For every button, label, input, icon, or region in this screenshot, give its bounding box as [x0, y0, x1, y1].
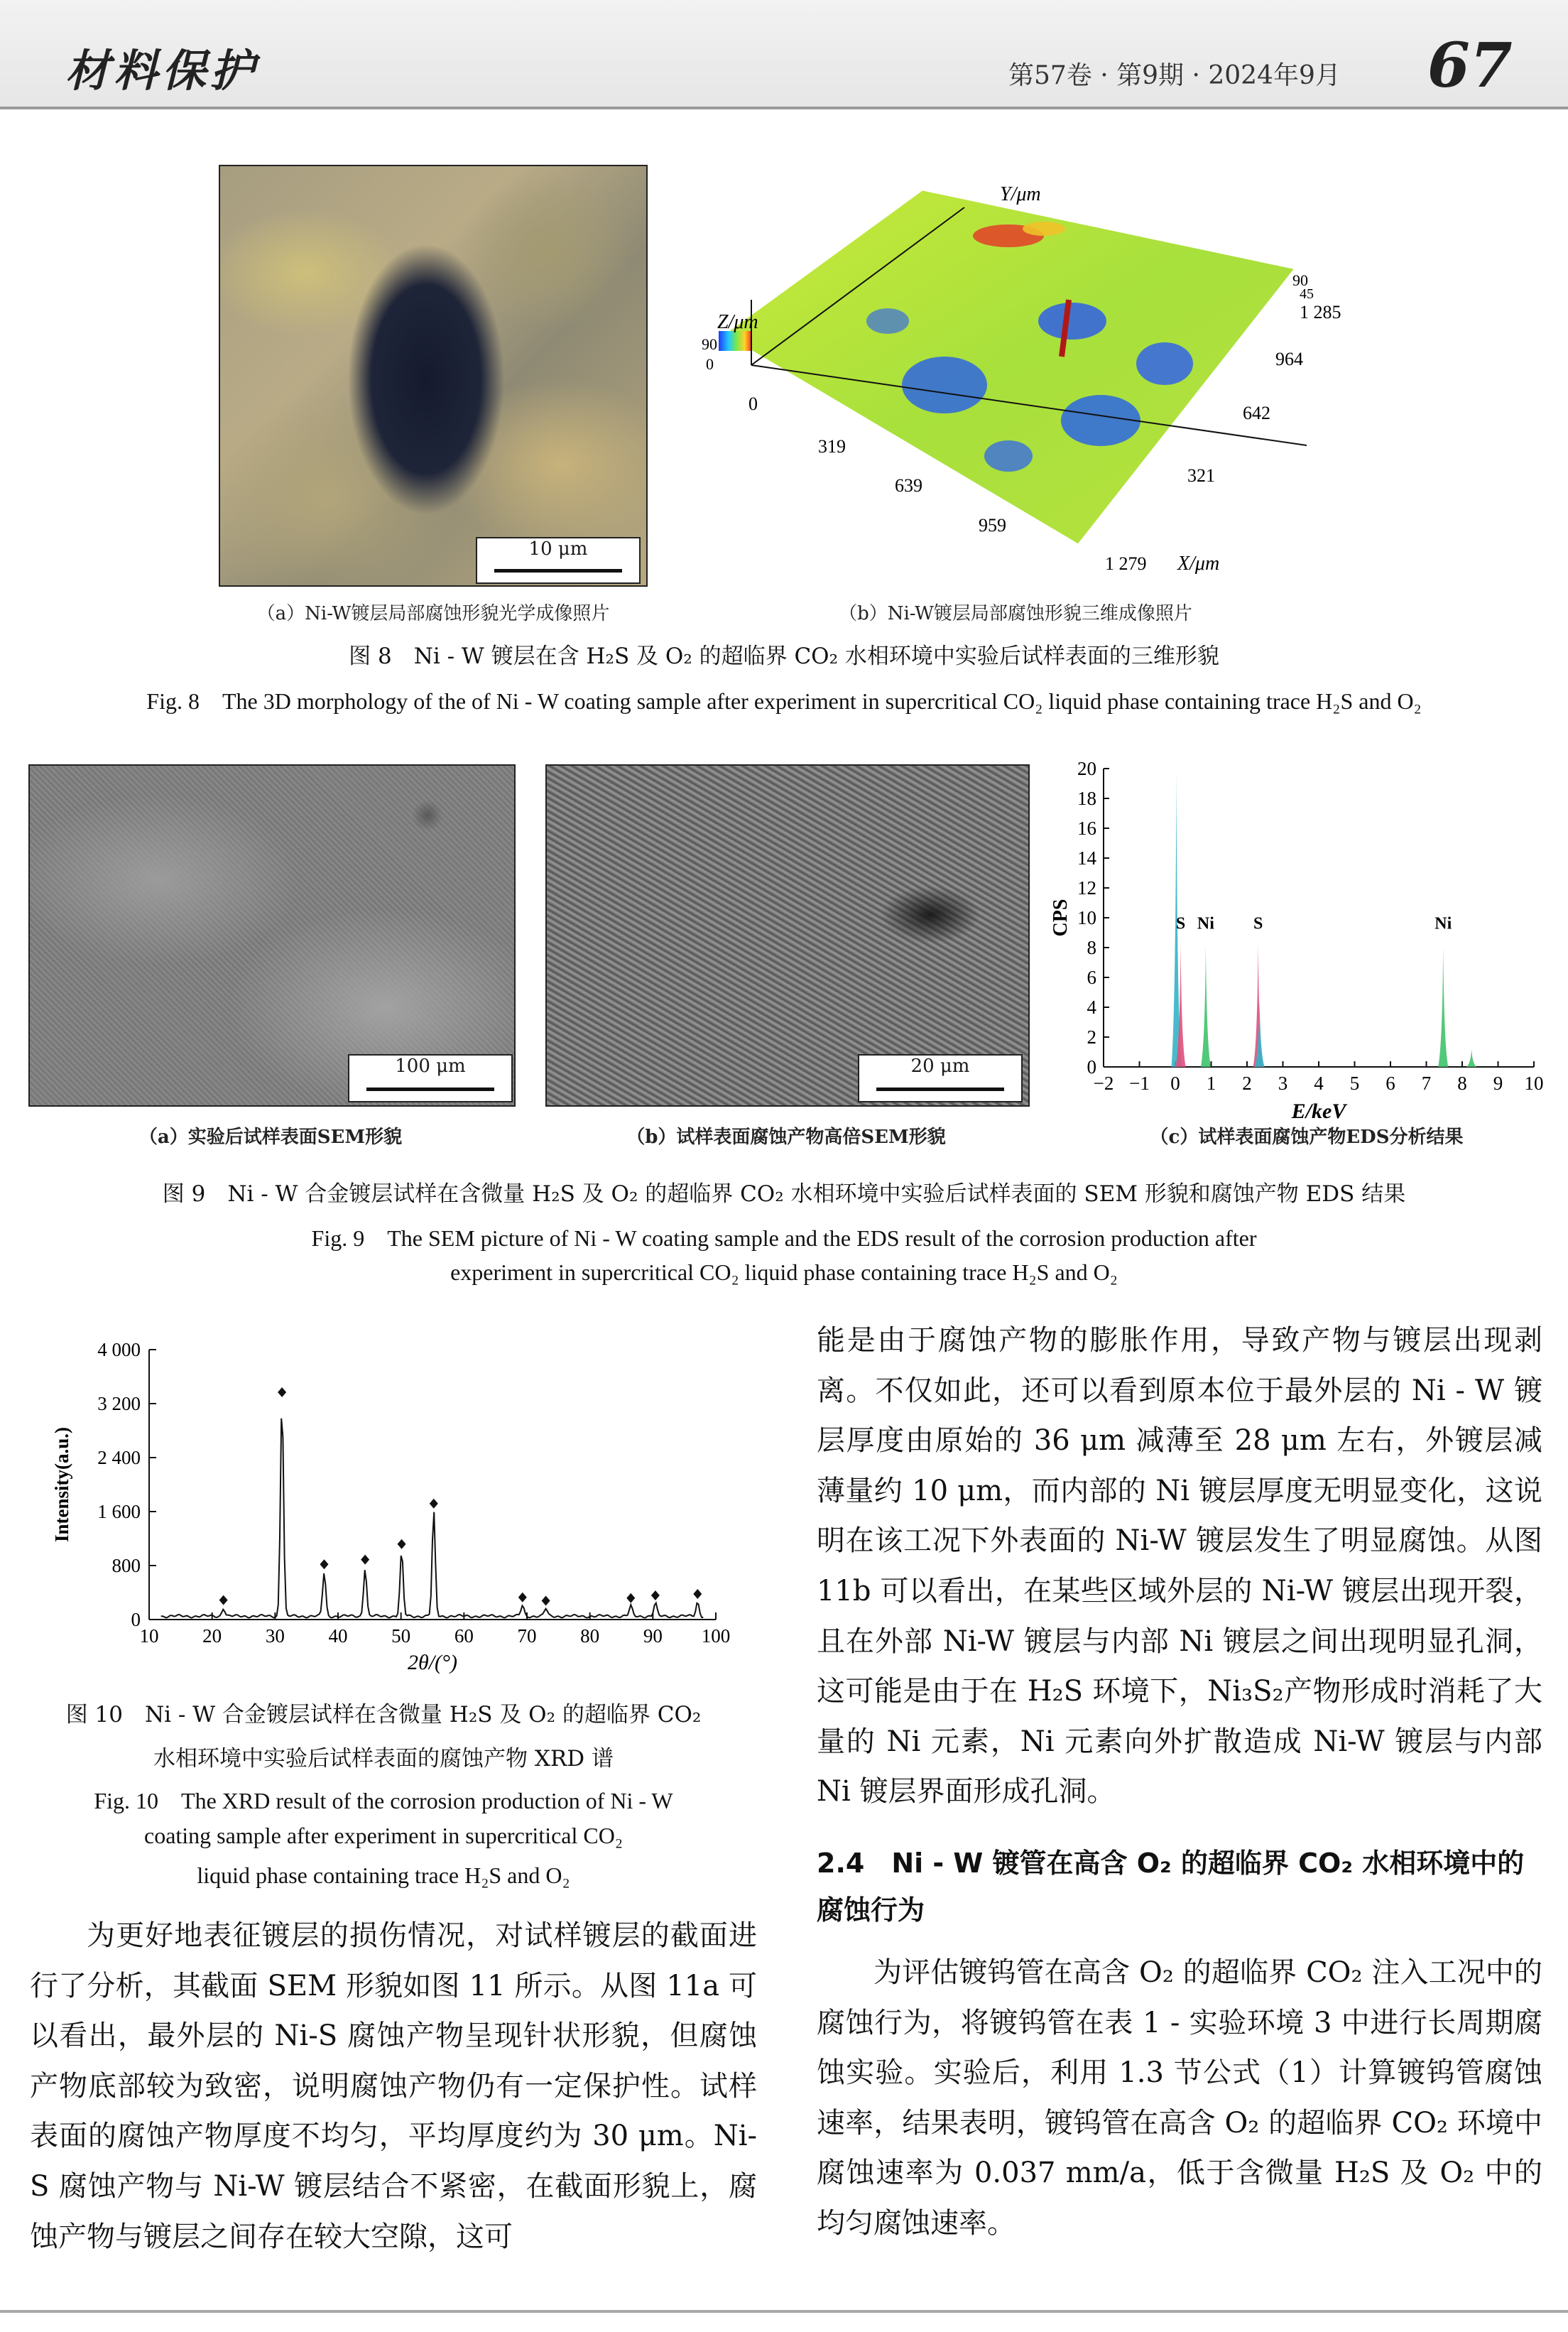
fig8b-y-tick-321: 321	[1187, 465, 1215, 486]
eds-peak	[1201, 945, 1211, 1067]
xrd-peak-marker	[361, 1555, 369, 1565]
xrd-x-tick-label: 40	[328, 1625, 348, 1647]
eds-y-tick-label: 8	[1087, 937, 1096, 958]
eds-peak-label: S	[1253, 914, 1263, 933]
fig8b-y-tick-1285: 1 285	[1300, 302, 1341, 322]
xrd-y-label: Intensity(a.u.)	[51, 1426, 72, 1543]
xrd-y-tick-label: 3 200	[97, 1393, 141, 1414]
fig8b-top-tick-45: 45	[1300, 286, 1314, 302]
fig8b-y-label: Y/μm	[1000, 183, 1041, 205]
xrd-x-tick-label: 30	[265, 1625, 285, 1647]
eds-peak-label: Ni	[1434, 914, 1452, 933]
xrd-peak-marker	[542, 1596, 550, 1606]
fig9b-subcaption: （b）试样表面腐蚀产物高倍SEM形貌	[626, 1127, 946, 1148]
fig9c-eds-chart	[1051, 753, 1548, 1137]
fig8b-colorbar	[719, 331, 751, 351]
fig8-caption-en: Fig. 8 The 3D morphology of the of Ni - W coating sample after experiment in supercritical CO₂ liquid phase containing trace H₂S and O₂	[146, 688, 1422, 714]
fig10-caption-en-3: liquid phase containing trace H₂S and O₂	[197, 1862, 570, 1888]
eds-y-tick-label: 2	[1087, 1026, 1096, 1048]
xrd-peak-marker	[430, 1499, 438, 1509]
xrd-peak-marker	[626, 1593, 635, 1603]
left-paragraph: 为更好地表征镀层的损伤情况，对试样镀层的截面进行了分析，其截面 SEM 形貌如图 11 所示。从图 11a 可以看出，最外层的 Ni-S 腐蚀产物呈现针状形貌，但腐蚀产物底部较为致密，说明腐蚀产物仍有一定保护性。试样表面的腐蚀产物厚度不均匀，平均厚度约为 30 μm。Ni-S 腐蚀产物与 Ni-W 镀层结合不紧密，在截面形貌上，腐蚀产物与镀层之间存在较大空隙，这可	[30, 1919, 757, 2253]
fig10-caption-en-2: coating sample after experiment in supercritical CO₂	[143, 1823, 623, 1848]
eds-x-tick-label: 5	[1349, 1073, 1360, 1094]
fig8b-y-tick-642: 642	[1243, 403, 1270, 423]
eds-peak-label: S	[1175, 914, 1186, 933]
xrd-x-tick-label: 20	[202, 1625, 222, 1647]
fig9b-scale-label: 20 μm	[910, 1056, 970, 1077]
fig10-xrd-chart	[43, 1328, 739, 1674]
xrd-peak-marker	[320, 1559, 328, 1569]
fig8a-scale-label: 10 μm	[528, 538, 588, 560]
eds-y-tick-label: 6	[1087, 967, 1096, 988]
right-column-text-1	[817, 1316, 1542, 1817]
fig9b-scale-bar	[858, 1054, 1023, 1102]
fig8b-top-tick-90: 90	[1292, 271, 1308, 289]
fig8b-x-tick-319: 319	[818, 436, 846, 457]
eds-x-label: E/keV	[1291, 1100, 1346, 1123]
xrd-peak-marker	[518, 1593, 527, 1602]
xrd-y-tick-label: 1 600	[97, 1501, 141, 1522]
eds-y-tick-label: 20	[1077, 758, 1096, 779]
eds-x-tick-label: 8	[1457, 1073, 1467, 1094]
xrd-x-tick-label: 90	[643, 1625, 663, 1647]
xrd-spectrum-line	[162, 1419, 704, 1618]
eds-y-tick-label: 14	[1077, 847, 1096, 869]
eds-y-tick-label: 0	[1087, 1056, 1096, 1078]
page-number: 67	[1427, 30, 1513, 102]
fig9-caption-cn: 图 9 Ni - W 合金镀层试样在含微量 H₂S 及 O₂ 的超临界 CO₂ 水相环境中实验后试样表面的 SEM 形貌和腐蚀产物 EDS 结果	[162, 1181, 1406, 1207]
xrd-peak-marker	[278, 1387, 286, 1397]
fig8a-scale-bar	[476, 537, 641, 584]
fig9a-scale-label: 100 μm	[395, 1056, 466, 1077]
fig8b-x-tick-959: 959	[979, 515, 1006, 536]
xrd-x-tick-label: 80	[580, 1625, 600, 1647]
xrd-y-tick-label: 4 000	[97, 1339, 141, 1360]
eds-x-tick-label: 4	[1314, 1073, 1324, 1094]
eds-x-tick-label: 9	[1493, 1073, 1503, 1094]
fig9c-subcaption: （c）试样表面腐蚀产物EDS分析结果	[1150, 1127, 1464, 1148]
journal-title: 材料保护	[65, 45, 259, 97]
eds-x-tick-label: 7	[1421, 1073, 1432, 1094]
eds-y-tick-label: 18	[1077, 788, 1096, 809]
left-column-text	[30, 1911, 757, 2262]
xrd-peak-marker	[398, 1539, 406, 1549]
xrd-peak-marker	[693, 1589, 702, 1599]
xrd-x-tick-label: 50	[391, 1625, 411, 1647]
xrd-y-tick-label: 2 400	[97, 1447, 141, 1468]
fig8b-z-label: Z/μm	[717, 311, 758, 333]
xrd-x-tick-label: 60	[454, 1625, 474, 1647]
fig8b-origin-label: 0	[748, 394, 758, 414]
xrd-x-tick-label: 10	[139, 1625, 159, 1647]
fig8a-optical-photo	[219, 165, 648, 587]
section-heading-2-4: 2.4 Ni - W 镀管在高含 O₂ 的超临界 CO₂ 水相环境中的腐蚀行为	[817, 1848, 1525, 1926]
eds-y-label: CPS	[1050, 899, 1072, 937]
fig9a-sem-photo	[28, 764, 516, 1107]
issue-info: 第57卷 · 第9期 · 2024年9月	[1008, 61, 1341, 90]
eds-y-tick-label: 16	[1077, 818, 1096, 839]
right-paragraph-1: 能是由于腐蚀产物的膨胀作用，导致产物与镀层出现剥离。不仅如此，还可以看到原本位于最外层的 Ni - W 镀层厚度由原始的 36 μm 减薄至 28 μm 左右，外镀层减薄量约 10 μm，而内部的 Ni 镀层厚度无明显变化，这说明在该工况下外表面的 Ni-W 镀层发生了明显腐蚀。从图 11b 可以看出，在某些区域外层的 Ni-W 镀层出现开裂，且在外部 Ni-W 镀层与内部 Ni 镀层之间出现明显孔洞，这可能是由于在 H₂S 环境下，Ni₃S₂产物形成时消耗了大量的 Ni 元素，Ni 元素向外扩散造成 Ni-W 镀层与内部 Ni 镀层界面形成孔洞。	[817, 1324, 1542, 1808]
xrd-y-tick-label: 0	[131, 1609, 141, 1630]
right-column-text-2	[817, 1948, 1542, 2249]
eds-x-tick-label: −2	[1093, 1073, 1114, 1094]
eds-x-tick-label: 6	[1385, 1073, 1395, 1094]
eds-y-tick-label: 4	[1087, 997, 1096, 1018]
fig8b-x-tick-639: 639	[895, 475, 922, 496]
right-paragraph-2: 为评估镀钨管在高含 O₂ 的超临界 CO₂ 注入工况中的腐蚀行为，将镀钨管在表 1 - 实验环境 3 中进行长周期腐蚀实验。实验后，利用 1.3 节公式（1）计算镀钨管腐蚀速率，结果表明，镀钨管在高含 O₂ 的超临界 CO₂ 环境中腐蚀速率为 0.037 mm/a，低于含微量 H₂S 及 O₂ 中的均匀腐蚀速率。	[817, 1956, 1542, 2240]
eds-x-tick-label: −1	[1129, 1073, 1150, 1094]
eds-y-tick-label: 12	[1077, 877, 1096, 899]
eds-x-tick-label: 3	[1278, 1073, 1288, 1094]
header-rule	[0, 107, 1568, 109]
fig10-caption-cn-2: 水相环境中实验后试样表面的腐蚀产物 XRD 谱	[153, 1746, 614, 1772]
fig9b-sem-photo	[545, 764, 1030, 1107]
xrd-peak-marker	[651, 1590, 660, 1600]
eds-peak	[1466, 1049, 1476, 1067]
xrd-y-tick-label: 800	[111, 1555, 141, 1576]
xrd-peak-marker	[219, 1595, 228, 1605]
fig8a-subcaption: （a）Ni-W镀层局部腐蚀形貌光学成像照片	[256, 603, 610, 624]
fig9a-subcaption: （a）实验后试样表面SEM形貌	[138, 1127, 403, 1148]
eds-peak	[1438, 946, 1448, 1067]
fig8b-subcaption: （b）Ni-W镀层局部腐蚀形貌三维成像照片	[839, 603, 1192, 624]
eds-y-tick-label: 10	[1077, 907, 1096, 928]
fig9-caption-en-1: Fig. 9 The SEM picture of Ni - W coating sample and the EDS result of the corrosion production after	[311, 1225, 1257, 1251]
eds-peak-label: Ni	[1197, 914, 1214, 933]
fig8-caption-cn: 图 8 Ni - W 镀层在含 H₂S 及 O₂ 的超临界 CO₂ 水相环境中实验后试样表面的三维形貌	[349, 644, 1219, 669]
fig8b-z-tick-0: 0	[706, 355, 714, 373]
fig9a-scale-bar	[348, 1054, 513, 1102]
xrd-x-label: 2θ/(°)	[407, 1651, 458, 1674]
fig8b-y-tick-964: 964	[1275, 349, 1303, 369]
footer-rule	[0, 2310, 1568, 2313]
fig8b-z-tick-90: 90	[702, 335, 717, 353]
fig10-caption-en-1: Fig. 10 The XRD result of the corrosion production of Ni - W	[94, 1788, 673, 1813]
fig8b-x-tick-1279: 1 279	[1105, 553, 1147, 574]
fig9-caption-en-2: experiment in supercritical CO₂ liquid phase containing trace H₂S and O₂	[450, 1259, 1118, 1285]
xrd-x-tick-label: 100	[701, 1625, 731, 1647]
eds-x-tick-label: 1	[1206, 1073, 1216, 1094]
fig8b-3d-plot	[675, 183, 1356, 584]
fig8b-x-label: X/μm	[1177, 553, 1220, 575]
fig10-caption-cn-1: 图 10 Ni - W 合金镀层试样在含微量 H₂S 及 O₂ 的超临界 CO₂	[65, 1702, 702, 1728]
xrd-x-tick-label: 70	[517, 1625, 537, 1647]
eds-x-tick-label: 0	[1170, 1073, 1180, 1094]
eds-x-tick-label: 2	[1242, 1073, 1252, 1094]
eds-x-tick-label: 10	[1524, 1073, 1544, 1094]
